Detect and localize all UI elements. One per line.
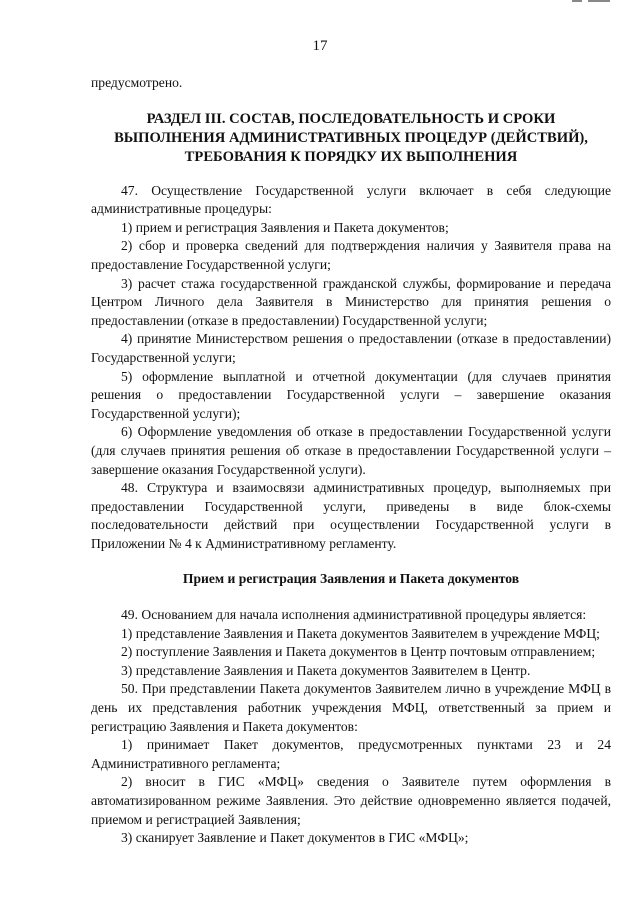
paragraph-47: 47. Осуществление Государственной услуги включает в себя следующие административные процедуры:: [91, 182, 611, 217]
document-body: [91, 74, 611, 848]
subheading: Прием и регистрация Заявления и Пакета документов: [182, 571, 520, 587]
section-title: [91, 110, 611, 167]
list-item: 5) оформление выплатной и отчетной документации (для случаев принятия решения о предоставлении Государственной услуги – завершение оказания Государственной услуги);: [91, 368, 611, 421]
list-item: 1) принимает Пакет документов, предусмотренных пунктами 23 и 24 Административного регламента;: [91, 737, 611, 771]
list-item: 1) прием и регистрация Заявления и Пакета документов;: [121, 219, 449, 235]
list-item: 3) представление Заявления и Пакета документов Заявителем в Центр.: [121, 662, 531, 678]
list-item: 1) представление Заявления и Пакета документов Заявителем в учреждение МФЦ;: [121, 625, 600, 641]
list-item: 4) принятие Министерством решения о предоставлении (отказе в предоставлении) Государственной услуги;: [91, 331, 611, 365]
section-title-line: ТРЕБОВАНИЯ К ПОРЯДКУ ИХ ВЫПОЛНЕНИЯ: [184, 148, 518, 165]
paragraph-48: 48. Структура и взаимосвязи административных процедур, выполняемых при предоставлении Государственной услуги, приведены в виде блок-схемы последовательности действий при осуществлении Государственной услуги в Приложении № 4 к Административному регламенту.: [91, 480, 611, 551]
section-title-line: РАЗДЕЛ III. СОСТАВ, ПОСЛЕДОВАТЕЛЬНОСТЬ И СРОКИ: [146, 110, 556, 127]
list-item: 2) вносит в ГИС «МФЦ» сведения о Заявителе путем оформления в автоматизированном режиме Заявления. Это действие одновременно является подачей, приемом и регистрацией Заявления;: [91, 774, 611, 827]
list-item: 6) Оформление уведомления об отказе в предоставлении Государственной услуги (для случаев принятия решения об отказе в предоставлении Государственной услуги – завершение оказания Государственной услуги).: [91, 424, 611, 477]
list-item: 2) сбор и проверка сведений для подтверждения наличия у Заявителя права на предоставление Государственной услуги;: [91, 238, 611, 272]
list-item: 2) поступление Заявления и Пакета документов в Центр почтовым отправлением;: [121, 644, 596, 660]
page-number: 17: [312, 38, 328, 54]
list-item: 3) сканирует Заявление и Пакет документов в ГИС «МФЦ»;: [121, 830, 469, 846]
scan-mark: [572, 0, 612, 6]
list-item: 3) расчет стажа государственной гражданской службы, формирование и передача Центром Личного дела Заявителя в Министерство для принятия решения о предоставлении (отказе в предоставлении) Государственной услуги;: [91, 275, 611, 328]
paragraph-50: 50. При представлении Пакета документов Заявителем лично в учреждение МФЦ в день их представления работник учреждения МФЦ, ответственный за прием и регистрацию Заявления и Пакета документов:: [91, 681, 611, 734]
section-title-line: ВЫПОЛНЕНИЯ АДМИНИСТРАТИВНЫХ ПРОЦЕДУР (ДЕЙСТВИЙ),: [114, 129, 588, 146]
continuation-text: предусмотрено.: [91, 75, 183, 90]
paragraph-49: 49. Основанием для начала исполнения административной процедуры является:: [121, 607, 587, 623]
